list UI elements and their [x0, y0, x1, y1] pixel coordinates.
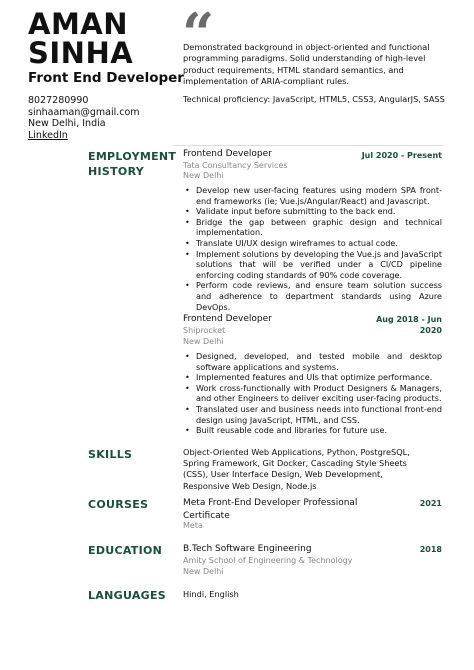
languages-list: Hindi, English: [183, 589, 239, 599]
email-address: sinhaaman@gmail.com: [28, 106, 140, 118]
education-school: Amity School of Engineering & Technology: [183, 556, 353, 565]
education-location: New Delhi: [183, 567, 224, 576]
job-company: Shiprocket: [183, 326, 226, 335]
home-location: New Delhi, India: [28, 118, 106, 129]
section-languages: LANGUAGES: [88, 589, 167, 602]
job-role: Front End Developer: [28, 70, 184, 86]
linkedin-link[interactable]: LinkedIn: [28, 129, 68, 141]
job-bullet-list: [183, 351, 442, 436]
job-bullet-list: [183, 185, 442, 312]
education-degree: B.Tech Software Engineering: [183, 544, 312, 554]
technical-proficiency: Technical proficiency: JavaScript, HTML5, CSS3, AngularJS, SASS: [183, 94, 445, 104]
summary-text: Demonstrated background in object-oriented and functional programming paradigms. Solid understanding of high-level product requirements, HTML standard semantics, and implementation of ARIA-compliant rules.: [183, 42, 430, 86]
first-name: AMAN: [28, 7, 129, 41]
job-bullet: • Translated user and business needs into functional front-end design using JavaScript, HTML, and CSS.: [183, 404, 442, 425]
header-divider: [173, 145, 443, 146]
education-year: 2018: [419, 545, 442, 554]
candidate-name: [28, 7, 134, 70]
job-bullet: • Translate UI/UX design wireframes to actual code.: [183, 238, 442, 249]
section-employment-line2: HISTORY: [88, 164, 145, 178]
job-bullet: • Designed, developed, and tested mobile and desktop software applications and systems.: [183, 351, 442, 372]
job-bullet: • Implement solutions by developing the Vue.js and JavaScript solutions that will be verified under a CI/CD pipeline enforcing coding standards of 90% code coverage.: [183, 249, 442, 281]
job-date-line1: Aug 2018 - Jun: [376, 315, 442, 324]
section-courses: COURSES: [88, 498, 149, 511]
job-bullet: • Work cross-functionally with Product Designers & Managers, and other Engineers to deliver exciting user-facing products.: [183, 383, 442, 404]
skills-list: Object-Oriented Web Applications, Python, PostgreSQL, Spring Framework, Git Docker, Cascading Style Sheets (CSS), User Interface Design, Web Development, Responsive Web Design, Node.js: [183, 447, 410, 491]
job-date: [376, 314, 442, 336]
section-employment-line1: EMPLOYMENT: [88, 150, 177, 163]
last-name: SINHA: [28, 36, 134, 70]
job-bullet: • Bridge the gap between graphic design and technical implementation.: [183, 217, 442, 238]
quote-mark-icon: “: [182, 1, 215, 67]
job-date-line2: 2020: [419, 326, 442, 335]
job-location: New Delhi: [183, 171, 224, 180]
contact-block: [28, 95, 140, 141]
job-bullet: • Perform code reviews, and ensure team solution success and adherence to department standards using Azure DevOps.: [183, 280, 442, 312]
phone-number: 8027280990: [28, 95, 89, 106]
course-title: Meta Front-End Developer Professional Certificate: [183, 498, 358, 521]
course-year: 2021: [419, 499, 442, 508]
job-date: Jul 2020 - Present: [361, 151, 442, 160]
job-location: New Delhi: [183, 337, 224, 346]
section-education: EDUCATION: [88, 544, 163, 557]
job-title: Frontend Developer: [183, 149, 272, 159]
job-bullet: • Built reusable code and libraries for future use.: [183, 425, 442, 436]
section-employment-history: [88, 150, 176, 179]
section-skills: SKILLS: [88, 448, 133, 461]
job-bullet: • Implemented features and UIs that optimize performance.: [183, 372, 442, 383]
course-provider: Meta: [183, 521, 203, 530]
job-bullet: • Validate input before submitting to the back end.: [183, 206, 442, 217]
job-title: Frontend Developer: [183, 314, 272, 324]
job-bullet: • Develop new user-facing features using modern SPA front-end frameworks (ie; Vue.js/Angular/React) and Javascript.: [183, 185, 442, 206]
job-company: Tata Consultancy Services: [183, 161, 288, 170]
